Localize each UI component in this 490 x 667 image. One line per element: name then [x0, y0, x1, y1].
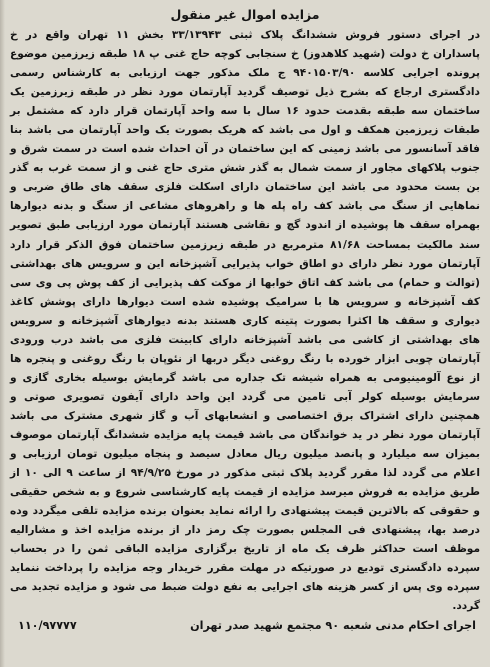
- notice-code: ۱۱۰/۹۷۷۷۷: [18, 619, 77, 633]
- notice-signature: اجرای احکام مدنی شعبه ۹۰ مجتمع شهید صدر تهران: [190, 619, 476, 633]
- page-edge-shadow: [0, 0, 5, 667]
- notice-footer: [10, 617, 480, 635]
- notice-body: در اجرای دستور فروش ششدانگ پلاک ثبتی ۳۳/۱۳۹۴۳ بخش ۱۱ تهران واقع در خ پاسداران خ دولت (شهید کلاهدوز) خ سنجابی کوچه حاج غنی پ ۱۸ طبقه زیرزمین موضوع پرونده اجرایی کلاسه ۹۴۰۱۵۰۳/۹۰ ج ملک مذکور جهت ارزیابی به کارشناس رسمی دادگستری ارجاع که بشرح ذیل توصیف گردید آپارتمان مورد نظر در طبقه زیرزمین یک ساختمان سه طبقه بقدمت حدود ۱۶ سال با سه واحد آپارتمان قرار دارد که مشتمل بر طبقات زیرزمین همکف و اول می باشد که هریک بصورت یک واحد آپارتمان می باشد بنا فاقد آسانسور می باشد زمینی که این ساختمان در آن احداث شده است در سمت شرق و جنوب پلاکهای مجاور از سمت شمال به گذر شش متری حاج غنی و از سمت غرب به گذر بن بست محدود می باشد این ساختمان دارای اسکلت فلزی سقف های طاق ضربی و نماهایی از سنگ می باشد کف راه پله ها و راهروهای مشاعی از سنگ و بدنه دیوارها بهمراه سقف ها پوشیده از اندود گچ و نقاشی هستند آپارتمان مورد ارزیابی طبق تصویر سند مالکیت بمساحت ۸۱/۶۸ مترمربع در طبقه زیرزمین ساختمان فوق الذکر قرار دارد آپارتمان مورد نظر دارای دو اطاق خواب پذیرایی آشپزخانه این و سرویس های بهداشتی (توالت و حمام) می باشد کف اتاق خوابها از موکت کف پذیرایی از کف پوش پی وی سی کف آشپزخانه و سرویس ها با سرامیک پوشیده شده است دیوارها دارای پوشش کاغذ دیواری و سقف ها اکثرا بصورت پتینه کاری هستند بدنه دیوارهای آشپزخانه و سرویس های بهداشتی از کاشی می باشد آشپزخانه دارای کابینت فلزی می باشد درب ورودی آپارتمان چوبی ابزار خورده با رنگ روغنی دیگر دربها از نئوپان با رنگ روغنی و پنجره ها از نوع آلومینیومی به همراه شیشه تک جداره می باشد گرمایش بوسیله بخاری گازی و سرمایش بوسیله کولر آبی تامین می گردد این واحد دارای آیفون تصویری صوتی و همچنین دارای اشتراک برق اختصاصی و انشعابهای آب و گاز شهری مشترک می باشد آپارتمان مورد نظر در ید خواندگان می باشد قیمت پایه مزایده ششدانگ آپارتمان موصوف بمیزان سه میلیارد و پانصد میلیون ریال معادل سیصد و پنجاه میلیون تومان ارزیابی و اعلام می گردد لذا مقرر گردید پلاک ثبتی مذکور در مورخ ۹۴/۹/۲۵ از ساعت ۹ الی ۱۰ از طریق مزایده به فروش میرسد مزایده از قیمت پایه کارشناسی شروع و به شخص حقیقی و حقوقی که بالاترین قیمت پیشنهادی را ارائه نماید بعنوان برنده مزایده تلقی میگردد وده درصد بها، پیشنهادی فی المجلس بصورت چک رمز دار از برنده مزایده اخذ و مشارالیه موظف است حداکثر ظرف یک ماه از تاریخ برگزاری مزایده الباقی ثمن را در بحساب سپرده دادگستری تودیع در صورتیکه در مهلت مقرر خریدار وجه مزایده را پرداخت ننماید سپرده وی پس از کسر هزینه های اجرایی به نفع دولت ضبط می شود و مزایده تجدید می گردد.: [10, 29, 481, 613]
- notice-title: مزایده اموال غیر منقول: [170, 7, 320, 22]
